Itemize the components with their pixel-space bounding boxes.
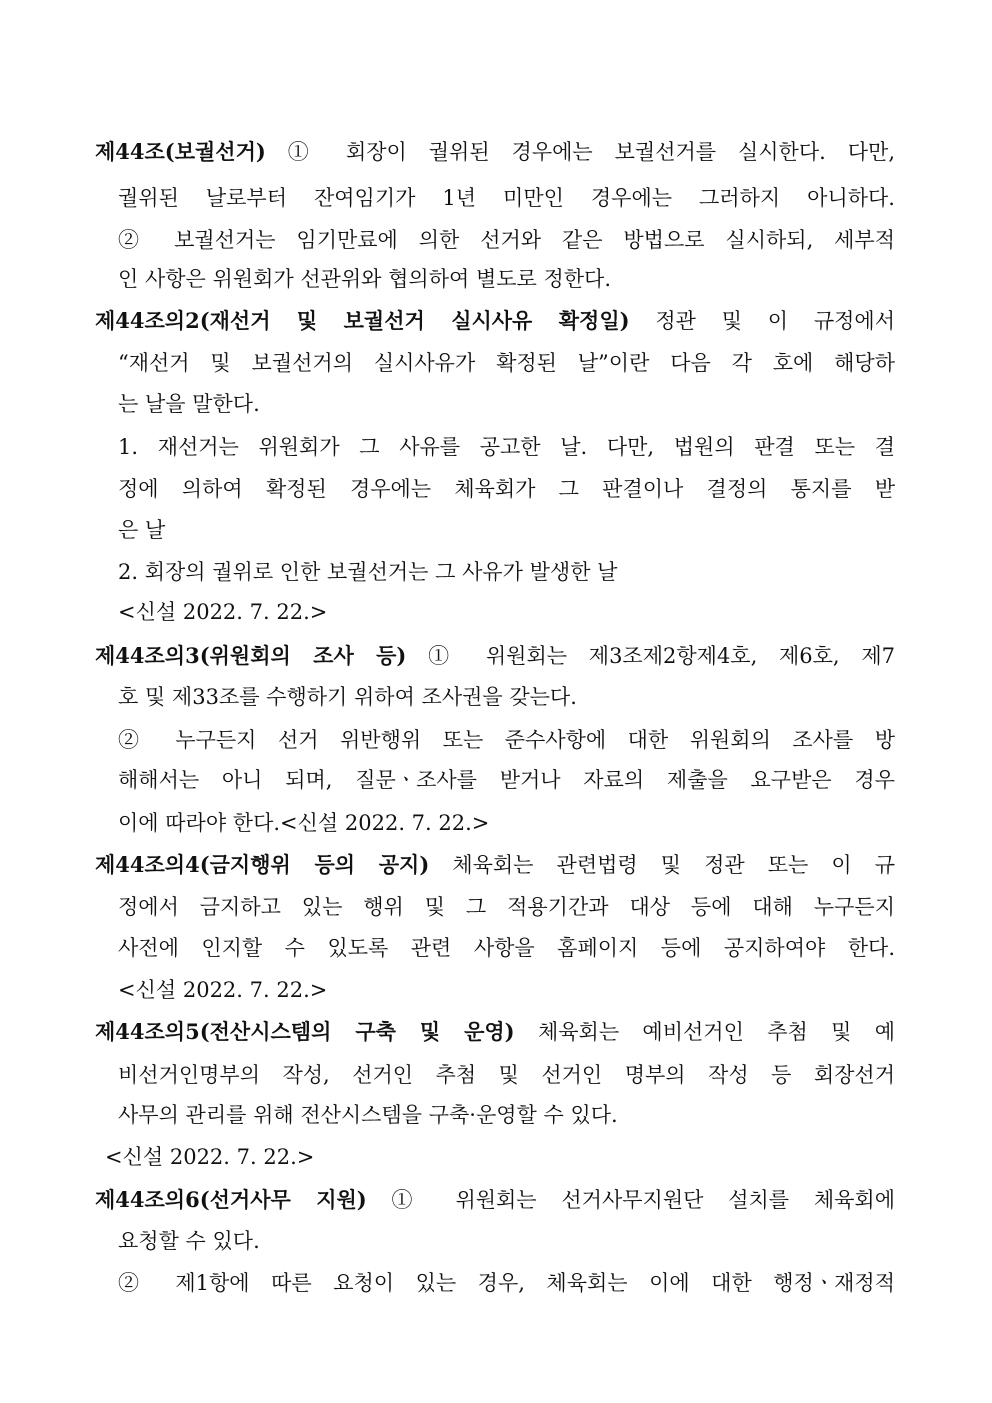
article-44-5-line2: 비선거인명부의 작성, 선거인 추첨 및 선거인 명부의 작성 등 회장선거 — [118, 1063, 895, 1087]
article-44-5-number: 제44조의5 — [95, 1019, 200, 1044]
article-44-4-note: <신설 2022. 7. 22.> — [118, 978, 328, 1002]
article-44-5-line1: 체육회는 예비선거인 추첨 및 예 — [514, 1020, 895, 1044]
article-44-2-note: <신설 2022. 7. 22.> — [118, 600, 328, 624]
article-44-4-number: 제44조의4 — [95, 852, 200, 877]
article-44-2-item1-line3: 은 날 — [118, 518, 166, 542]
article-44-2-line1: 정관 및 이 규정에서 — [629, 309, 895, 333]
article-44-5-line3: 사무의 관리를 위해 전산시스템을 구축·운영할 수 있다. — [118, 1103, 618, 1127]
article-44-3-title: (위원회의 조사 등) — [199, 643, 407, 668]
article-44-6-line2: 요청할 수 있다. — [118, 1229, 260, 1253]
article-44-3-number: 제44조의3 — [95, 643, 200, 668]
article-44-heading-line — [95, 137, 895, 167]
article-44-3-line4: 해해서는 아니 되며, 질문ㆍ조사를 받거나 자료의 제출을 요구받은 경우 — [118, 768, 895, 792]
article-44-6-line1: ① 위원회는 선거사무지원단 설치를 체육회에 — [366, 1188, 895, 1212]
article-44-4-line2: 정에서 금지하고 있는 행위 및 그 적용기간과 대상 등에 대해 누구든지 — [118, 895, 895, 919]
article-44-4-line1: 체육회는 관련법령 및 정관 또는 이 규 — [429, 853, 895, 877]
article-44-2-line2: “재선거 및 보궐선거의 실시사유가 확정된 날”이란 다음 각 호에 해당하 — [118, 351, 895, 375]
article-44-2-item2: 2. 회장의 궐위로 인한 보궐선거는 그 사유가 발생한 날 — [118, 560, 618, 584]
article-44-2-item1-line2: 정에 의하여 확정된 경우에는 체육회가 그 판결이나 결정의 통지를 받 — [118, 477, 895, 501]
article-44-2-title: (재선거 및 보궐선거 실시사유 확정일) — [199, 308, 630, 333]
article-44-3-line5: 이에 따라야 한다.<신설 2022. 7. 22.> — [118, 811, 490, 835]
article-44-4-title: (금지행위 등의 공지) — [199, 852, 430, 877]
article-44-number: 제44조 — [95, 139, 165, 164]
article-44-2-item1-line1: 1. 재선거는 위원회가 그 사유를 공고한 날. 다만, 법원의 판결 또는 결 — [118, 435, 895, 459]
article-44-2-line3: 는 날을 말한다. — [118, 392, 260, 416]
article-44-6-number: 제44조의6 — [95, 1187, 200, 1212]
article-44-line4: 인 사항은 위원회가 선관위와 협의하여 별도로 정한다. — [118, 267, 612, 291]
article-44-line3: ② 보궐선거는 임기만료에 의한 선거와 같은 방법으로 실시하되, 세부적 — [118, 228, 895, 252]
article-44-4-heading-line — [95, 850, 895, 880]
article-44-line2: 궐위된 날로부터 잔여임기가 1년 미만인 경우에는 그러하지 아니하다. — [118, 186, 895, 210]
article-44-5-heading-line — [95, 1017, 895, 1047]
article-44-4-line3: 사전에 인지할 수 있도록 관련 사항을 홈페이지 등에 공지하여야 한다. — [118, 936, 895, 960]
article-44-line1: ① 회장이 궐위된 경우에는 보궐선거를 실시한다. 다만, — [265, 140, 895, 164]
article-44-3-line3: ② 누구든지 선거 위반행위 또는 준수사항에 대한 위원회의 조사를 방 — [118, 728, 895, 752]
article-44-3-heading-line — [95, 641, 895, 671]
article-44-6-heading-line — [95, 1185, 895, 1215]
article-44-3-line1: ① 위원회는 제3조제2항제4호, 제6호, 제7 — [406, 644, 896, 668]
article-44-5-title: (전산시스템의 구축 및 운영) — [199, 1019, 515, 1044]
article-44-6-line3: ② 제1항에 따른 요청이 있는 경우, 체육회는 이에 대한 행정ㆍ재정적 — [118, 1271, 895, 1295]
article-44-6-title: (선거사무 지원) — [199, 1187, 367, 1212]
article-44-5-note: <신설 2022. 7. 22.> — [105, 1145, 315, 1169]
article-44-2-number: 제44조의2 — [95, 308, 200, 333]
article-44-title: (보궐선거) — [164, 139, 266, 164]
article-44-2-heading-line — [95, 306, 895, 336]
article-44-3-line2: 호 및 제33조를 수행하기 위하여 조사권을 갖는다. — [118, 685, 577, 709]
